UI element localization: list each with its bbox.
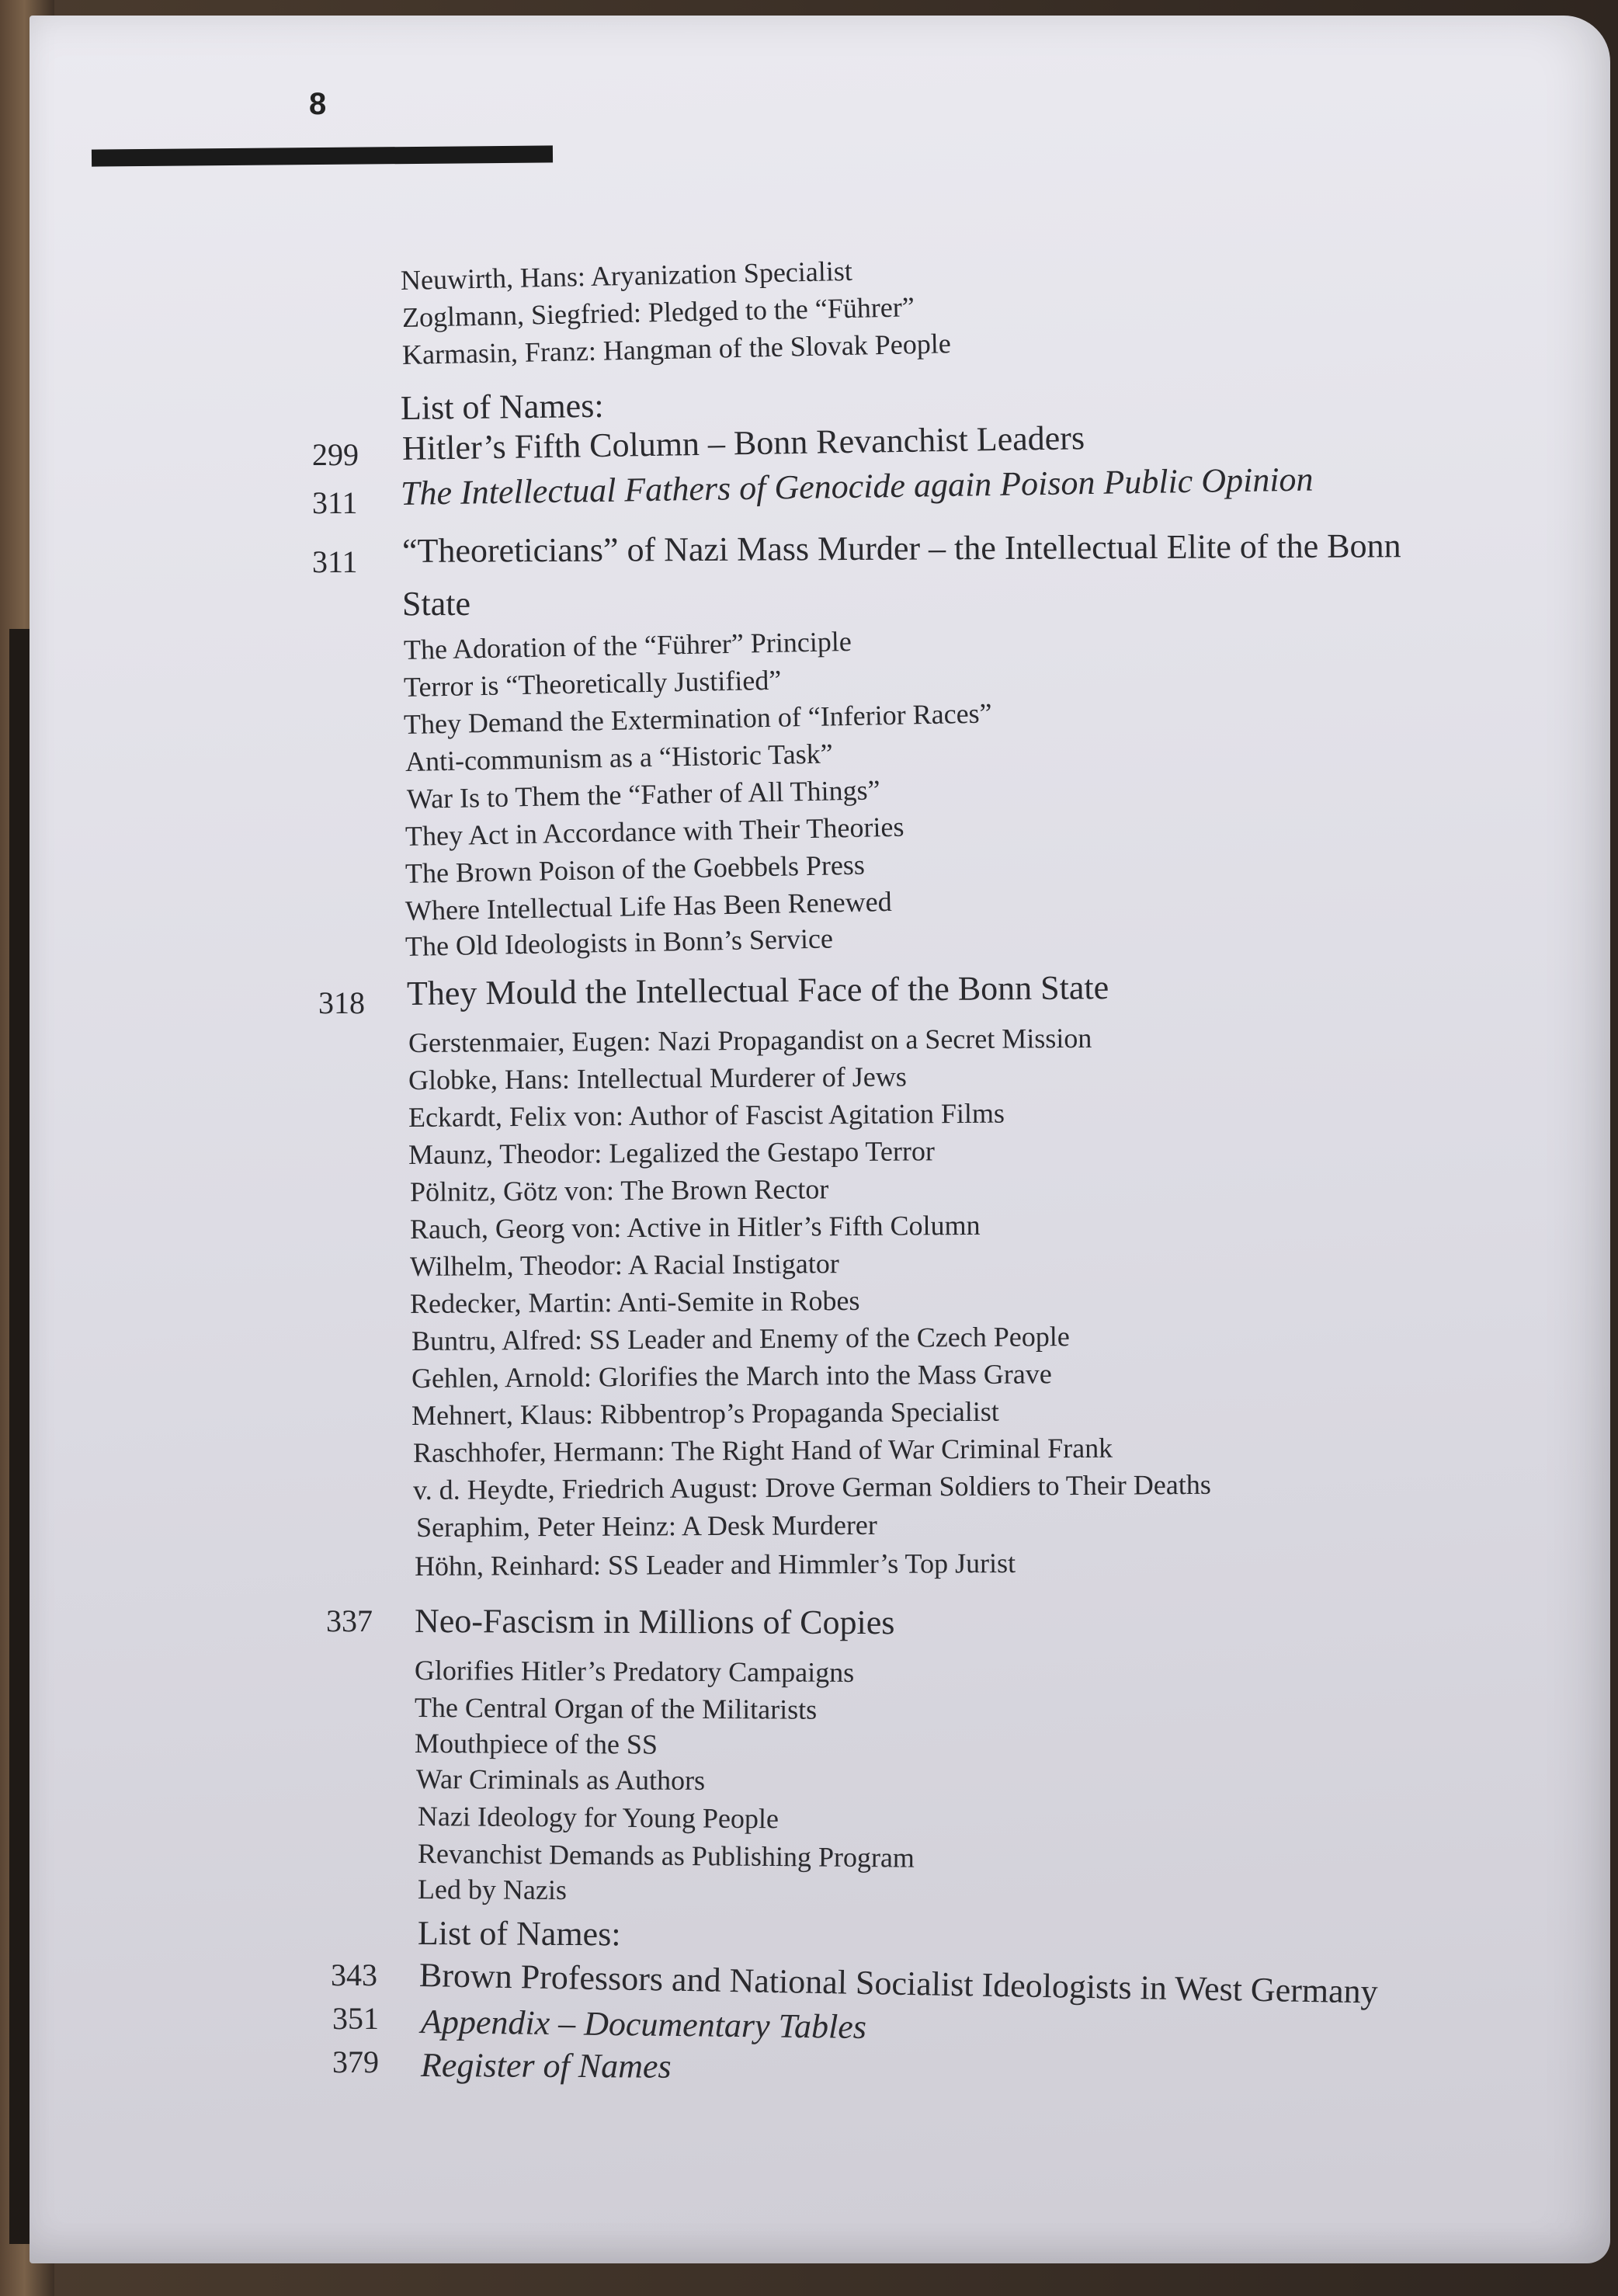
list-of-names-label: List of Names: [400, 386, 604, 427]
toc-entry: Terror is “Theoretically Justified” [403, 664, 782, 703]
toc-entry: War Criminals as Authors [415, 1763, 706, 1796]
chapter-title: Register of Names [420, 2046, 672, 2086]
toc-entry: Mehnert, Klaus: Ribbentrop’s Propaganda Specialist [411, 1395, 999, 1431]
chapter-page-number: 318 [318, 985, 365, 1020]
chapter-title: The Intellectual Fathers of Genocide again Poison Public Opinion [400, 460, 1314, 512]
toc-entry: Nazi Ideology for Young People [417, 1801, 779, 1835]
chapter-title: They Mould the Intellectual Face of the Bonn State [406, 968, 1109, 1013]
toc-entry: They Act in Accordance with Their Theories [404, 811, 904, 852]
toc-entry: Gehlen, Arnold: Glorifies the March into the Mass Grave [411, 1358, 1052, 1394]
chapter-title: Appendix – Documentary Tables [420, 2002, 867, 2047]
chapter-page-number: 343 [331, 1957, 377, 1992]
page-number: 8 [309, 87, 327, 121]
toc-entry: They Demand the Extermination of “Inferior Races” [403, 697, 992, 740]
toc-entry: Raschhofer, Hermann: The Right Hand of War Criminal Frank [412, 1432, 1113, 1468]
toc-entry: Anti-communism as a “Historic Task” [404, 738, 834, 777]
chapter-page-number: 311 [312, 485, 358, 520]
toc-entry: The Brown Poison of the Goebbels Press [404, 849, 866, 889]
toc-entry: Mouthpiece of the SS [414, 1728, 658, 1760]
chapter-title: “Theoreticians” of Nazi Mass Murder – the Intellectual Elite of the Bonn [401, 526, 1401, 570]
toc-entry: War Is to Them the “Father of All Things” [406, 774, 880, 815]
toc-entry: Buntru, Alfred: SS Leader and Enemy of the Czech People [411, 1321, 1070, 1356]
chapter-page-number: 351 [332, 2001, 379, 2036]
toc-entry: Zoglmann, Siegfried: Pledged to the “Führer” [401, 291, 915, 333]
toc-entry: Eckardt, Felix von: Author of Fascist Agitation Films [408, 1097, 1005, 1133]
chapter-title: Brown Professors and National Socialist Ideologists in West Germany [418, 1956, 1379, 2011]
toc-entry: Globke, Hans: Intellectual Murderer of Jews [408, 1061, 907, 1096]
toc-entry: v. d. Heydte, Friedrich August: Drove German Soldiers to Their Deaths [412, 1468, 1211, 1506]
toc-entry: Redecker, Martin: Anti-Semite in Robes [409, 1284, 860, 1319]
toc-entry: Glorifies Hitler’s Predatory Campaigns [414, 1655, 855, 1688]
toc-entry: Led by Nazis [417, 1874, 568, 1906]
toc-entry: The Old Ideologists in Bonn’s Service [404, 922, 834, 962]
chapter-title-continued: State [402, 585, 470, 623]
chapter-page-number: 337 [326, 1603, 373, 1638]
toc-entry: Pölnitz, Götz von: The Brown Rector [409, 1173, 829, 1207]
chapter-page-number: 379 [332, 2044, 379, 2079]
list-of-names-label: List of Names: [417, 1914, 621, 1954]
chapter-title: Hitler’s Fifth Column – Bonn Revanchist Leaders [401, 419, 1085, 467]
toc-entry: Neuwirth, Hans: Aryanization Specialist [400, 255, 853, 296]
chapter-title: Neo-Fascism in Millions of Copies [414, 1602, 895, 1642]
toc-entry: Wilhelm, Theodor: A Racial Instigator [409, 1248, 839, 1282]
toc-entry: The Central Organ of the Militarists [414, 1692, 818, 1725]
toc-entry: Karmasin, Franz: Hangman of the Slovak People [401, 328, 952, 370]
toc-entry: Rauch, Georg von: Active in Hitler’s Fifth Column [409, 1209, 981, 1245]
toc-entry: Gerstenmaier, Eugen: Nazi Propagandist on a Secret Mission [408, 1022, 1092, 1058]
chapter-page-number: 299 [312, 437, 359, 472]
toc-entry: Seraphim, Peter Heinz: A Desk Murderer [415, 1509, 877, 1543]
toc-entry: Höhn, Reinhard: SS Leader and Himmler’s Top Jurist [414, 1547, 1016, 1582]
toc-entry: Revanchist Demands as Publishing Program [417, 1838, 915, 1874]
toc-entry: Maunz, Theodor: Legalized the Gestapo Terror [408, 1135, 936, 1170]
toc-entry: Where Intellectual Life Has Been Renewed [404, 885, 892, 926]
chapter-page-number: 311 [312, 544, 358, 579]
toc-entry: The Adoration of the “Führer” Principle [403, 625, 852, 665]
